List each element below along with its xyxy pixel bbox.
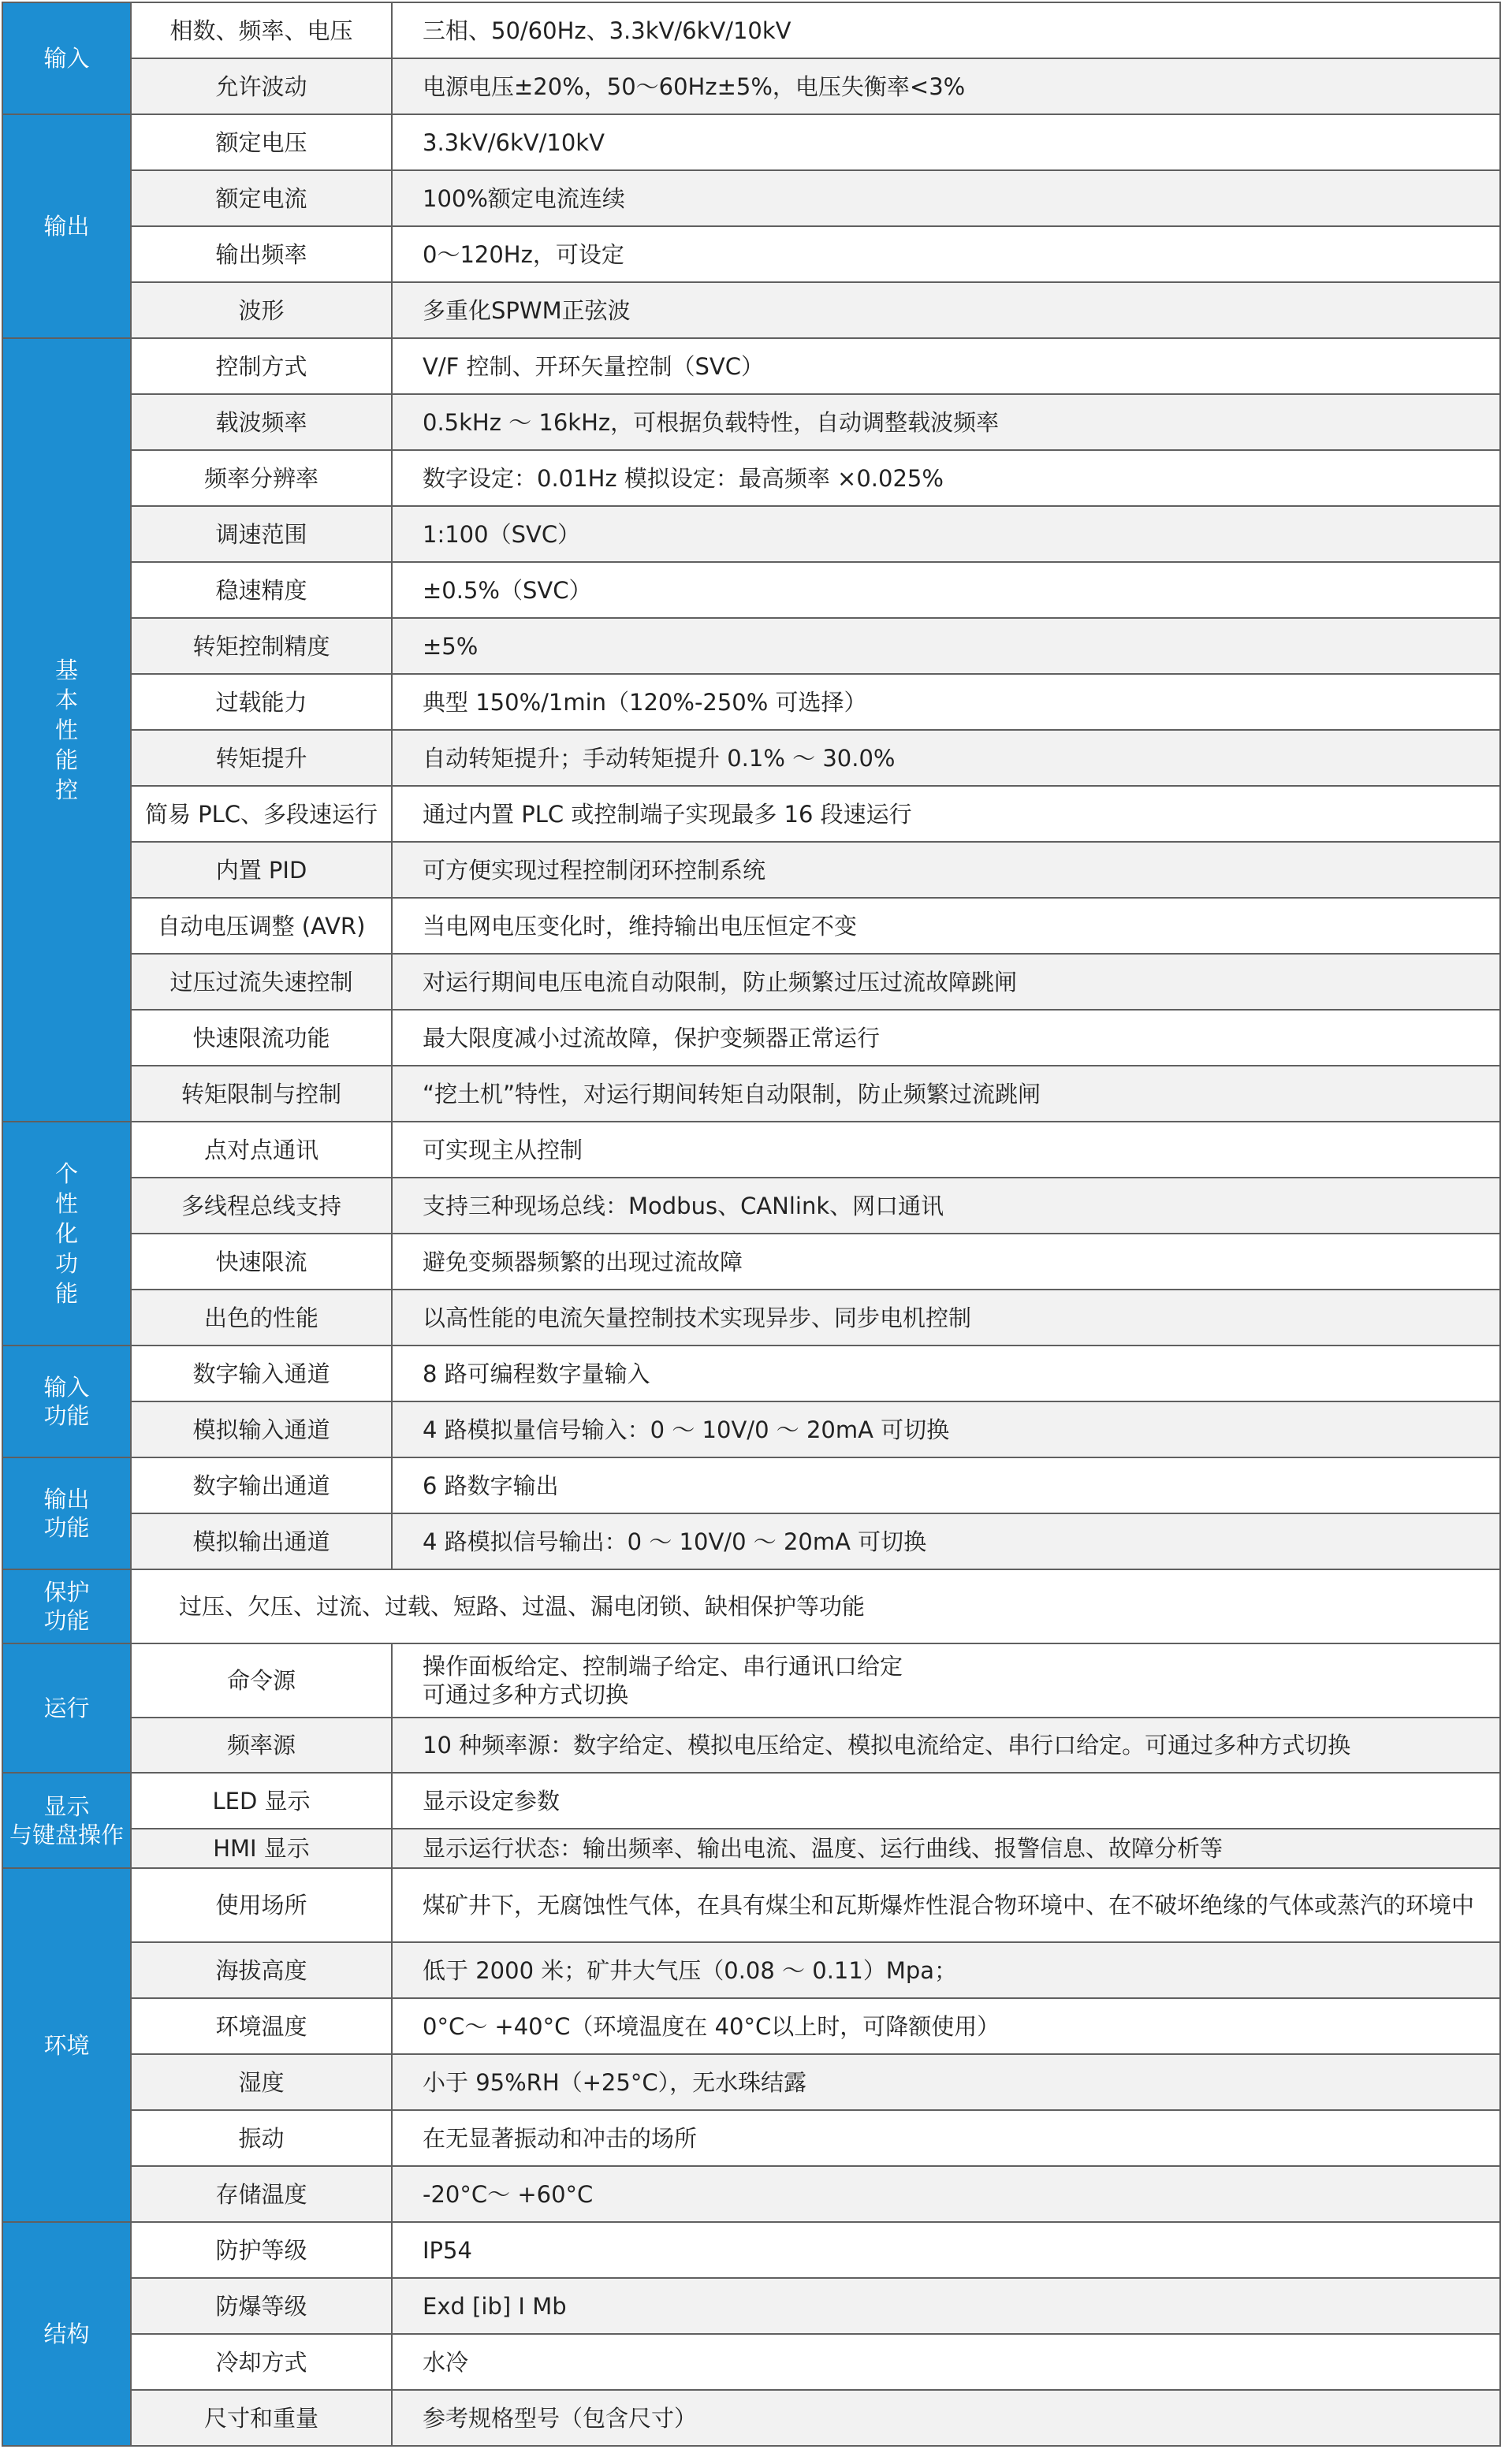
param-name: 环境温度 [131, 1998, 392, 2054]
param-name: 使用场所 [131, 1868, 392, 1942]
param-name: 模拟输入通道 [131, 1401, 392, 1457]
category-environment: 环境 [2, 1868, 131, 2222]
param-name: 模拟输出通道 [131, 1513, 392, 1569]
param-name: 防护等级 [131, 2222, 392, 2278]
param-value: 当电网电压变化时，维持输出电压恒定不变 [392, 898, 1500, 954]
param-value [392, 1643, 1500, 1718]
param-name: 多线程总线支持 [131, 1178, 392, 1234]
protection-value: 过压、欠压、过流、过载、短路、过温、漏电闭锁、缺相保护等功能 [131, 1569, 1500, 1643]
category-protection: 保护 功能 [2, 1569, 131, 1643]
param-name: 频率源 [131, 1718, 392, 1773]
param-value: 低于 2000 米；矿井大气压（0.08 ～ 0.11）Mpa； [392, 1942, 1500, 1998]
param-value: “挖土机”特性，对运行期间转矩自动限制，防止频繁过流跳闸 [392, 1066, 1500, 1122]
param-name: 简易 PLC、多段速运行 [131, 786, 392, 842]
param-value: 多重化SPWM正弦波 [392, 282, 1500, 338]
param-name: 控制方式 [131, 338, 392, 394]
category-input: 输入 [2, 2, 131, 114]
param-value: 对运行期间电压电流自动限制，防止频繁过压过流故障跳闸 [392, 954, 1500, 1010]
param-name: 冷却方式 [131, 2334, 392, 2390]
param-name: 过载能力 [131, 674, 392, 730]
param-value: V/F 控制、开环矢量控制（SVC） [392, 338, 1500, 394]
param-name: 相数、频率、电压 [131, 2, 392, 58]
spec-table [2, 2, 1501, 2447]
param-name: 波形 [131, 282, 392, 338]
param-name: 快速限流 [131, 1234, 392, 1290]
param-value: 4 路模拟量信号输入：0 ～ 10V/0 ～ 20mA 可切换 [392, 1401, 1500, 1457]
param-name: 数字输入通道 [131, 1346, 392, 1401]
param-name: LED 显示 [131, 1773, 392, 1829]
param-name: 允许波动 [131, 58, 392, 114]
param-name: 自动电压调整 (AVR) [131, 898, 392, 954]
value-line: 可通过多种方式切换 [423, 1681, 629, 1708]
param-name: 防爆等级 [131, 2278, 392, 2334]
param-value: 0～120Hz，可设定 [392, 226, 1500, 282]
param-name: 快速限流功能 [131, 1010, 392, 1066]
param-value: Exd [ib] Ⅰ Mb [392, 2278, 1500, 2334]
param-name: 过压过流失速控制 [131, 954, 392, 1010]
param-value: 电源电压±20%，50～60Hz±5%，电压失衡率<3% [392, 58, 1500, 114]
param-name: 出色的性能 [131, 1290, 392, 1346]
param-value: 3.3kV/6kV/10kV [392, 114, 1500, 170]
category-structure: 结构 [2, 2222, 131, 2446]
param-name: 内置 PID [131, 842, 392, 898]
param-value: 100%额定电流连续 [392, 170, 1500, 226]
param-name: 尺寸和重量 [131, 2390, 392, 2446]
category-custom-features [2, 1122, 131, 1346]
param-value: 显示设定参数 [392, 1773, 1500, 1829]
param-value: 避免变频器频繁的出现过流故障 [392, 1234, 1500, 1290]
param-name: 存储温度 [131, 2166, 392, 2222]
param-name: 转矩限制与控制 [131, 1066, 392, 1122]
param-value: ±0.5%（SVC） [392, 562, 1500, 618]
param-name: HMI 显示 [131, 1829, 392, 1868]
param-value: 显示运行状态：输出频率、输出电流、温度、运行曲线、报警信息、故障分析等 [392, 1829, 1500, 1868]
param-name: 频率分辨率 [131, 450, 392, 506]
param-name: 输出频率 [131, 226, 392, 282]
param-value: 在无显著振动和冲击的场所 [392, 2110, 1500, 2166]
param-name: 振动 [131, 2110, 392, 2166]
param-value: ±5% [392, 618, 1500, 674]
param-value: 最大限度减小过流故障，保护变频器正常运行 [392, 1010, 1500, 1066]
param-value: 1:100（SVC） [392, 506, 1500, 562]
param-name: 额定电压 [131, 114, 392, 170]
param-value: 支持三种现场总线：Modbus、CANlink、网口通讯 [392, 1178, 1500, 1234]
param-name: 稳速精度 [131, 562, 392, 618]
param-name: 海拔高度 [131, 1942, 392, 1998]
param-value: 小于 95%RH（+25°C），无水珠结露 [392, 2054, 1500, 2110]
param-value: 10 种频率源：数字给定、模拟电压给定、模拟电流给定、串行口给定。可通过多种方式切换 [392, 1718, 1500, 1773]
category-output: 输出 [2, 114, 131, 338]
param-name: 湿度 [131, 2054, 392, 2110]
value-line: 操作面板给定、控制端子给定、串行通讯口给定 [423, 1653, 903, 1680]
param-name: 点对点通讯 [131, 1122, 392, 1178]
param-value: 水冷 [392, 2334, 1500, 2390]
param-value: 4 路模拟信号输出：0 ～ 10V/0 ～ 20mA 可切换 [392, 1513, 1500, 1569]
param-value: 可实现主从控制 [392, 1122, 1500, 1178]
vertical-title: 个性化功能 [55, 1160, 79, 1307]
param-name: 转矩控制精度 [131, 618, 392, 674]
category-input-function: 输入 功能 [2, 1346, 131, 1457]
param-value: 通过内置 PLC 或控制端子实现最多 16 段速运行 [392, 786, 1500, 842]
param-value: 0.5kHz ～ 16kHz，可根据负载特性，自动调整载波频率 [392, 394, 1500, 450]
param-value: 8 路可编程数字量输入 [392, 1346, 1500, 1401]
param-value: 参考规格型号（包含尺寸） [392, 2390, 1500, 2446]
param-name: 转矩提升 [131, 730, 392, 786]
param-value: IP54 [392, 2222, 1500, 2278]
param-name: 额定电流 [131, 170, 392, 226]
category-run: 运行 [2, 1643, 131, 1773]
param-value: 数字设定：0.01Hz 模拟设定：最高频率 ×0.025% [392, 450, 1500, 506]
param-value: 三相、50/60Hz、3.3kV/6kV/10kV [392, 2, 1500, 58]
param-value: -20°C～ +60°C [392, 2166, 1500, 2222]
param-name: 载波频率 [131, 394, 392, 450]
param-value: 可方便实现过程控制闭环控制系统 [392, 842, 1500, 898]
param-value: 典型 150%/1min（120%-250% 可选择） [392, 674, 1500, 730]
category-display-keyboard: 显示 与键盘操作 [2, 1773, 131, 1868]
param-value: 0°C～ +40°C（环境温度在 40°C以上时，可降额使用） [392, 1998, 1500, 2054]
category-output-function: 输出 功能 [2, 1457, 131, 1569]
param-name: 数字输出通道 [131, 1457, 392, 1513]
param-name: 调速范围 [131, 506, 392, 562]
param-value: 以高性能的电流矢量控制技术实现异步、同步电机控制 [392, 1290, 1500, 1346]
param-value: 煤矿井下，无腐蚀性气体，在具有煤尘和瓦斯爆炸性混合物环境中、在不破坏绝缘的气体或蒸汽的环境中 [392, 1868, 1500, 1942]
param-value: 自动转矩提升；手动转矩提升 0.1% ～ 30.0% [392, 730, 1500, 786]
param-name: 命令源 [131, 1643, 392, 1718]
category-basic-performance [2, 338, 131, 1122]
param-value: 6 路数字输出 [392, 1457, 1500, 1513]
vertical-title: 基本性能控 [55, 657, 79, 803]
